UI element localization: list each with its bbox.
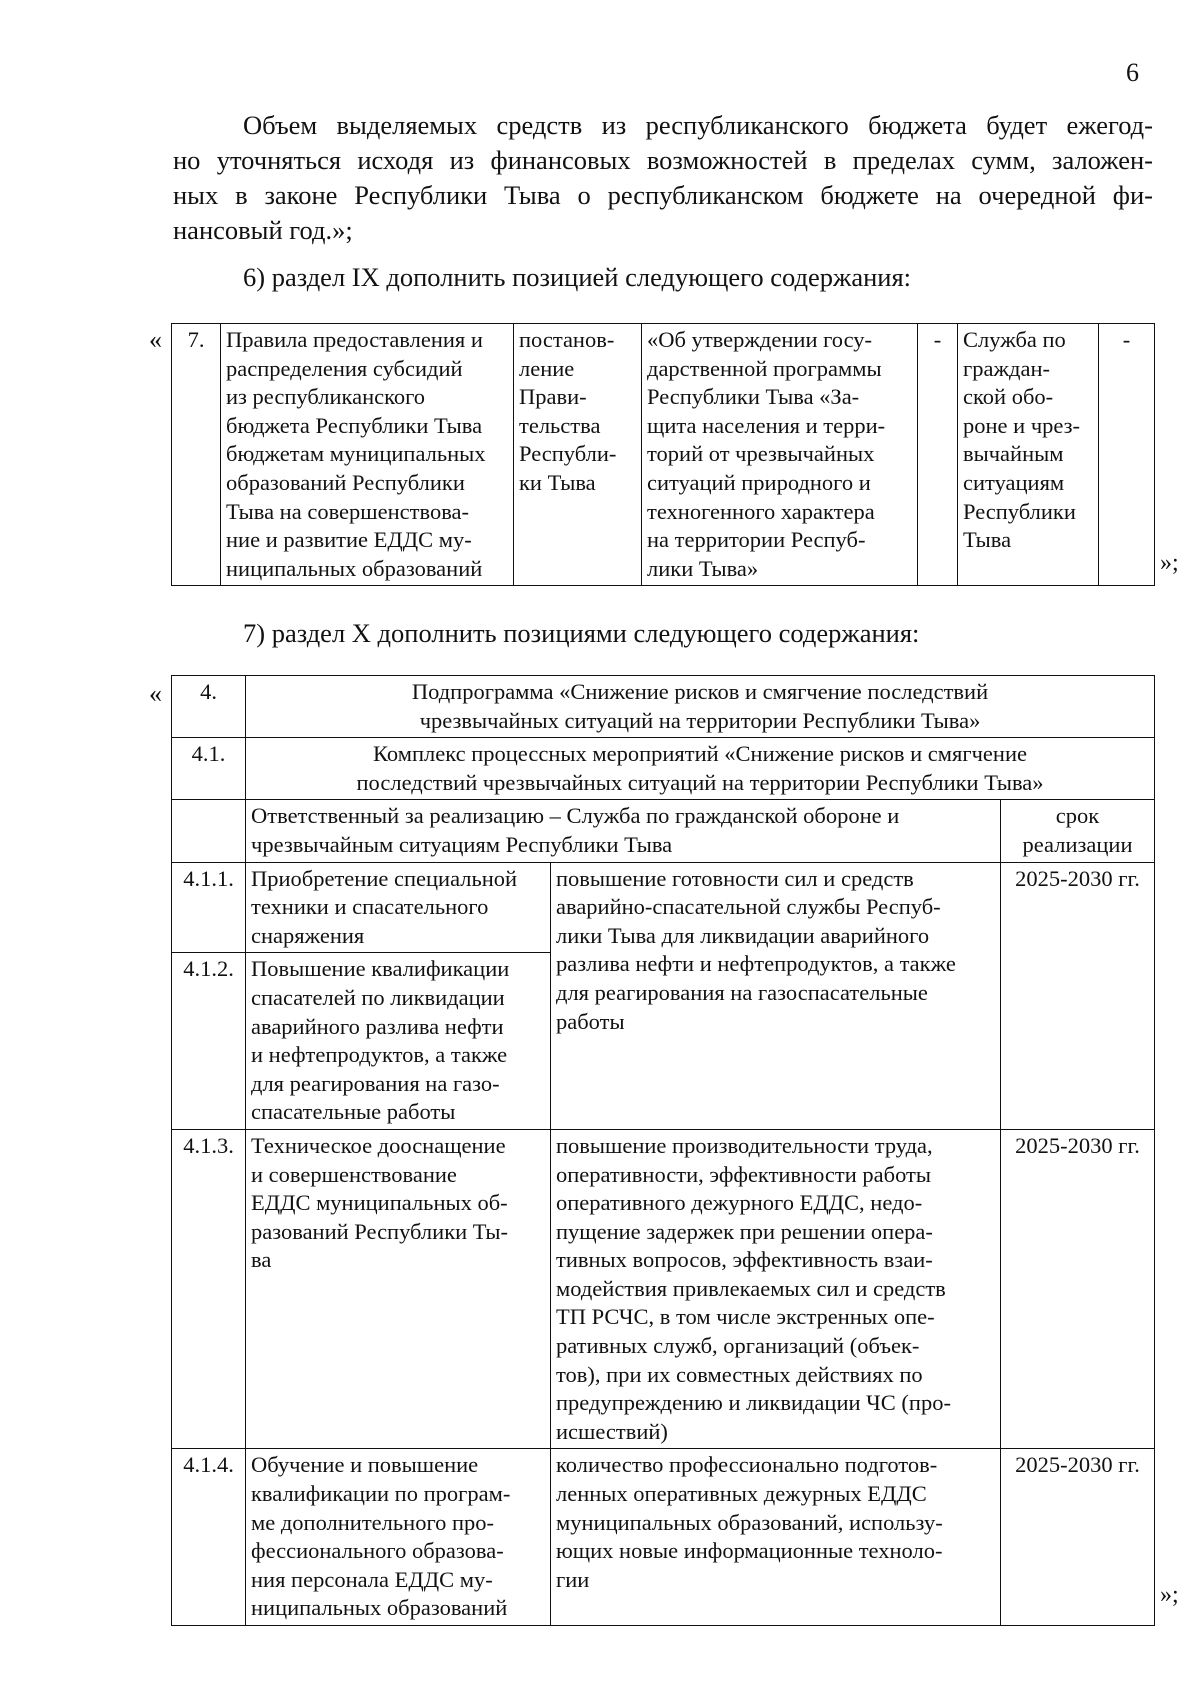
cell-term: 2025-2030 гг. [1001, 862, 1155, 1129]
table2-close-quote: »; [1160, 1582, 1179, 1608]
cell-num: 4. [172, 676, 246, 738]
cell-num: 4.1.2. [172, 953, 246, 1130]
cell-act-type: постанов- ление Прави- тельства Республи- ки Тыва [514, 324, 642, 586]
cell-empty [172, 800, 246, 862]
table2-open-quote: « [149, 679, 162, 708]
text-line: Объем выделяемых средств из республиканского бюджета будет ежегод- [243, 110, 1153, 140]
cell-measure: Повышение квалификации спасателей по ликвидации аварийного разлива нефти и нефтепродуктов, а также для реагирования на газо- спасательные работы [246, 953, 551, 1130]
text-line: ных в законе Республики Тыва о республиканском бюджете на очередной фи- [173, 180, 1153, 210]
table-row [172, 1129, 1155, 1449]
table-row [172, 324, 1155, 586]
cell-dash: - [1099, 324, 1155, 586]
cell-responsible: Ответственный за реализацию – Служба по гражданской обороне и чрезвычайным ситуациям Республики Тыва [246, 800, 1001, 862]
cell-num: 4.1.4. [172, 1449, 246, 1626]
table1-close-quote: »; [1160, 550, 1179, 576]
text-line: нансовый год.»; [173, 215, 353, 245]
table-row [172, 738, 1155, 800]
table-row [172, 1449, 1155, 1626]
cell-subprogram: Подпрограмма «Снижение рисков и смягчение последствий чрезвычайных ситуаций на территории Республики Тыва» [246, 676, 1155, 738]
cell-num: 4.1.1. [172, 862, 246, 953]
cell-num: 4.1. [172, 738, 246, 800]
cell-num: 4.1.3. [172, 1129, 246, 1449]
cell-result: повышение готовности сил и средств аварийно-спасательной службы Респуб- лики Тыва для ликвидации аварийного разлива нефти и нефтепродуктов, а также для реагирования на газоспасательные работы [551, 862, 1001, 1129]
table-row [172, 862, 1155, 953]
cell-result: количество профессионально подготов- ленных оперативных дежурных ЕДДС муниципальных образований, использу- ющих новые информационные техноло- гии [551, 1449, 1001, 1626]
table-section-ix [171, 323, 1155, 586]
cell-complex: Комплекс процессных мероприятий «Снижение рисков и смягчение последствий чрезвычайных ситуаций на территории Республики Тыва» [246, 738, 1155, 800]
cell-result: повышение производительности труда, оперативности, эффективности работы оперативного дежурного ЕДДС, недо- пущение задержек при решении опера- тивных вопросов, эффективность взаи- модействия привлекаемых сил и средств ТП РСЧС, в том числе экстренных опе- ративных служб, организаций (объек- тов), при их совместных действиях по предупреждению и ликвидации ЧС (про- исшествий) [551, 1129, 1001, 1449]
cell-measure-name: Правила предоставления и распределения субсидий из республиканского бюджета Республики Тыва бюджетам муниципальных образований Республики Тыва на совершенствова- ние и развитие ЕДДС му- ниципальных образований [221, 324, 514, 586]
cell-term: 2025-2030 гг. [1001, 1129, 1155, 1449]
cell-measure: Техническое дооснащение и совершенствование ЕДДС муниципальных об- разований Республики Ты- ва [246, 1129, 551, 1449]
cell-term-header: срок реализации [1001, 800, 1155, 862]
cell-term: 2025-2030 гг. [1001, 1449, 1155, 1626]
cell-program: «Об утверждении госу- дарственной программы Республики Тыва «За- щита населения и терри- торий от чрезвычайных ситуаций природного и техногенного характера на территории Респуб- лики Тыва» [642, 324, 918, 586]
item-7-heading: 7) раздел X дополнить позициями следующего содержания: [243, 618, 920, 648]
table-section-x [171, 675, 1155, 1626]
cell-measure: Обучение и повышение квалификации по програм- ме дополнительного про- фессионального образова- ния персонала ЕДДС му- ниципальных образований [246, 1449, 551, 1626]
cell-num: 7. [172, 324, 221, 586]
table1-open-quote: « [149, 325, 162, 354]
item-6-heading: 6) раздел IX дополнить позицией следующего содержания: [243, 262, 911, 292]
page-number: 6 [1126, 58, 1139, 87]
table-row [172, 676, 1155, 738]
intro-paragraph [173, 108, 1153, 248]
table-row [172, 800, 1155, 862]
cell-executor: Служба по граждан- ской обо- роне и чрез- вычайным ситуациям Республики Тыва [958, 324, 1099, 586]
text-line: но уточняться исходя из финансовых возможностей в пределах сумм, заложен- [173, 145, 1153, 175]
cell-dash: - [918, 324, 958, 586]
cell-measure: Приобретение специальной техники и спасательного снаряжения [246, 862, 551, 953]
